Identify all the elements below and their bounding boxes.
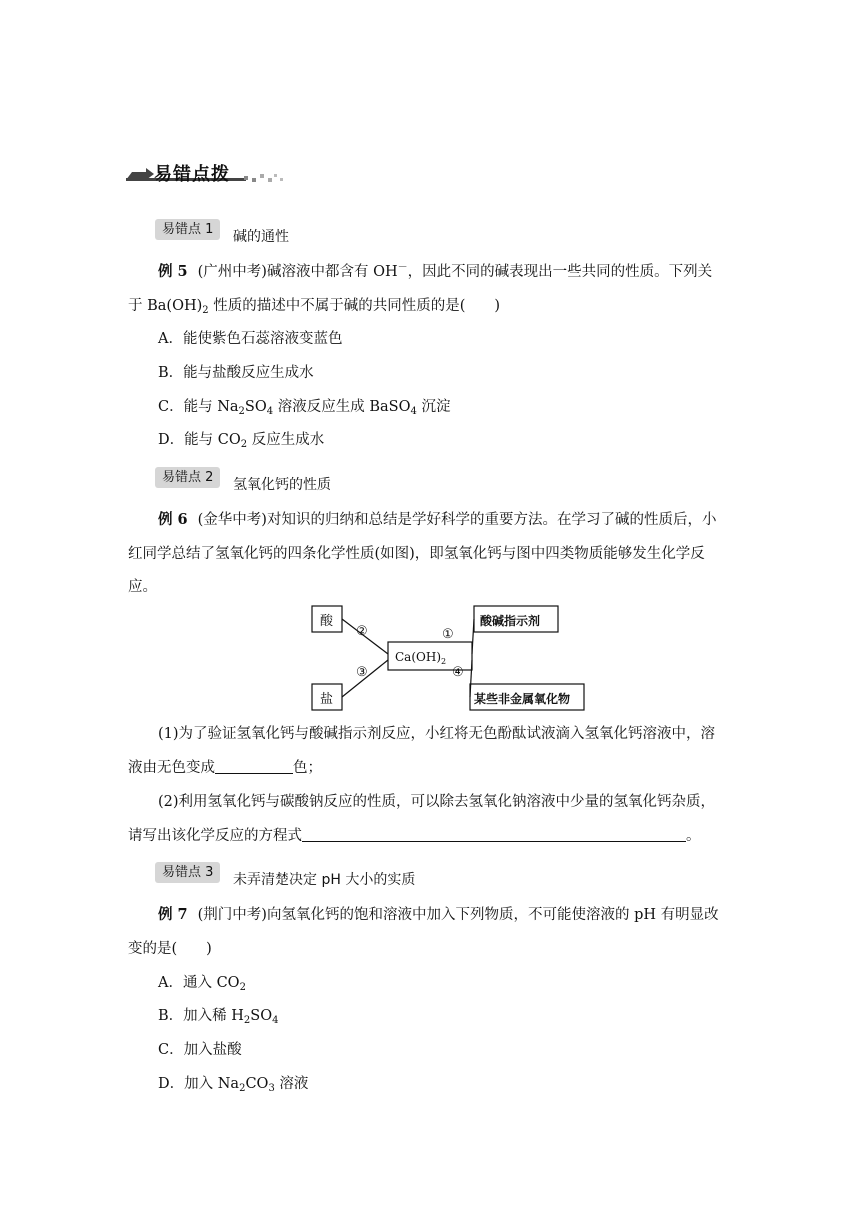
ex5-label: 例 5	[158, 263, 188, 280]
ex7-stem1: 向氢氧化钙的饱和溶液中加入下列物质，不可能使溶液的 pH 有明显改	[266, 907, 719, 923]
ex5-stem1-sup: －	[397, 262, 408, 273]
ex5-source: (广州中考)	[197, 264, 267, 280]
ex7-optd-1: D．加入 Na	[158, 1076, 240, 1092]
ex5-optd-1: D．能与 CO	[158, 432, 241, 448]
ex7-optb-sub2: 2	[243, 1015, 251, 1026]
ex5-option-c	[158, 397, 450, 417]
label-center: $Ca(OH)_2$	[395, 650, 447, 666]
ex6-q2-pre: 请写出该化学反应的方程式	[128, 828, 302, 844]
ex6-stem-line3: 应。	[128, 579, 157, 595]
ex7-option-b	[158, 1006, 279, 1026]
ex7-optd-sub2: 2	[239, 1083, 246, 1094]
ex6-stem-line2: 红同学总结了氢氧化钙的四条化学性质(如图)，即氢氧化钙与图中四类物质能够发生化学反	[128, 546, 705, 562]
ex5-stem-line2	[128, 296, 500, 316]
ex5-stem2-sub: 2	[202, 305, 209, 316]
ex5-optc-3: 溶液反应生成 BaSO	[273, 399, 411, 415]
section-header	[124, 158, 294, 188]
ex5-optc-sub2: 2	[238, 406, 245, 417]
num-4: ④	[452, 665, 464, 680]
num-1: ①	[442, 627, 454, 642]
ex7-option-c: C．加入盐酸	[158, 1042, 242, 1058]
ex5-optd-sub2: 2	[240, 439, 248, 450]
ex6-q2-answer-blank[interactable]	[302, 827, 686, 842]
ex6-q1-pre: 液由无色变成	[128, 760, 215, 776]
ex6-q1-line2	[128, 758, 322, 778]
ex7-optb-1: B．加入稀 H	[158, 1008, 244, 1024]
ex7-opta-sub2: 2	[239, 982, 246, 993]
ex7-option-a	[158, 973, 246, 993]
label-indicator: 酸碱指示剂	[480, 614, 541, 628]
ex5-optd-2: 反应生成水	[247, 432, 325, 448]
ex6-stem-line1	[158, 510, 716, 530]
ex6-q2-post: 。	[686, 828, 701, 844]
ex5-optc-4: 沉淀	[416, 399, 451, 415]
label-acid: 酸	[320, 614, 334, 629]
label-salt: 盐	[320, 692, 334, 707]
ex7-optd-3: 溶液	[274, 1076, 309, 1092]
point-tag-1: 易错点 1	[155, 219, 220, 240]
ex5-optc-1: C．能与 Na	[158, 399, 239, 415]
ex5-stem2a: 于 Ba(OH)	[128, 298, 203, 314]
ex6-q2-line2	[128, 826, 701, 846]
ex6-q1-line1: (1)为了验证氢氧化钙与酸碱指示剂反应，小红将无色酚酞试液滴入氢氧化钙溶液中，溶	[158, 726, 716, 742]
section-title: 易错点拨	[154, 164, 230, 185]
ex5-optc-2: SO	[244, 399, 267, 415]
num-2: ②	[356, 624, 368, 639]
ex7-option-d	[158, 1074, 308, 1094]
ex7-optd-2: CO	[245, 1076, 269, 1092]
ex7-source: (荆门中考)	[197, 907, 267, 923]
ex6-q1-post: 色；	[293, 760, 322, 776]
point-tag-2: 易错点 2	[155, 467, 220, 488]
ex5-stem1b: ，因此不同的碱表现出一些共同的性质。下列关	[407, 264, 713, 280]
num-3: ③	[356, 665, 368, 680]
ex7-opta-1: A．通入 CO	[158, 975, 240, 991]
line-1	[472, 619, 474, 654]
point-title-3: 未弄清楚决定 pH 大小的实质	[233, 872, 416, 888]
label-nonmetal-oxide: 某些非金属氧化物	[474, 692, 571, 706]
point-title-1: 碱的通性	[233, 229, 289, 245]
ex5-option-d	[158, 430, 324, 450]
ex6-q2-line1: (2)利用氢氧化钙与碳酸钠反应的性质，可以除去氢氧化钠溶液中少量的氢氧化钙杂质，	[158, 794, 716, 810]
ex7-optb-2: SO	[250, 1008, 273, 1024]
caoh2-properties-diagram	[304, 604, 594, 716]
ex6-q1-answer-blank[interactable]	[215, 759, 293, 774]
ex5-option-a: A．能使紫色石蕊溶液变蓝色	[158, 331, 343, 347]
ex7-label: 例 7	[158, 906, 188, 923]
line-4	[470, 660, 472, 697]
ex5-stem2b: 性质的描述中不属于碱的共同性质的是( )	[208, 298, 501, 314]
ex5-stem-line1	[158, 262, 712, 282]
ex6-stem1: 对知识的归纳和总结是学好科学的重要方法。在学习了碱的性质后，小	[266, 512, 717, 528]
ex5-optc-sub4: 4	[266, 406, 274, 417]
ex7-optb-sub4: 4	[272, 1015, 279, 1026]
ex7-stem-line1	[158, 905, 719, 925]
ex7-stem-line2: 变的是( )	[128, 941, 212, 957]
point-title-2: 氢氧化钙的性质	[233, 477, 331, 493]
ex7-optd-sub3: 3	[268, 1083, 275, 1094]
point-tag-3: 易错点 3	[155, 862, 220, 883]
ex6-label: 例 6	[158, 511, 188, 528]
ex5-optc-sub4b: 4	[410, 406, 417, 417]
ex6-source: (金华中考)	[197, 512, 267, 528]
ex5-option-b: B．能与盐酸反应生成水	[158, 365, 314, 381]
ex5-stem1a: 碱溶液中都含有 OH	[266, 264, 398, 280]
